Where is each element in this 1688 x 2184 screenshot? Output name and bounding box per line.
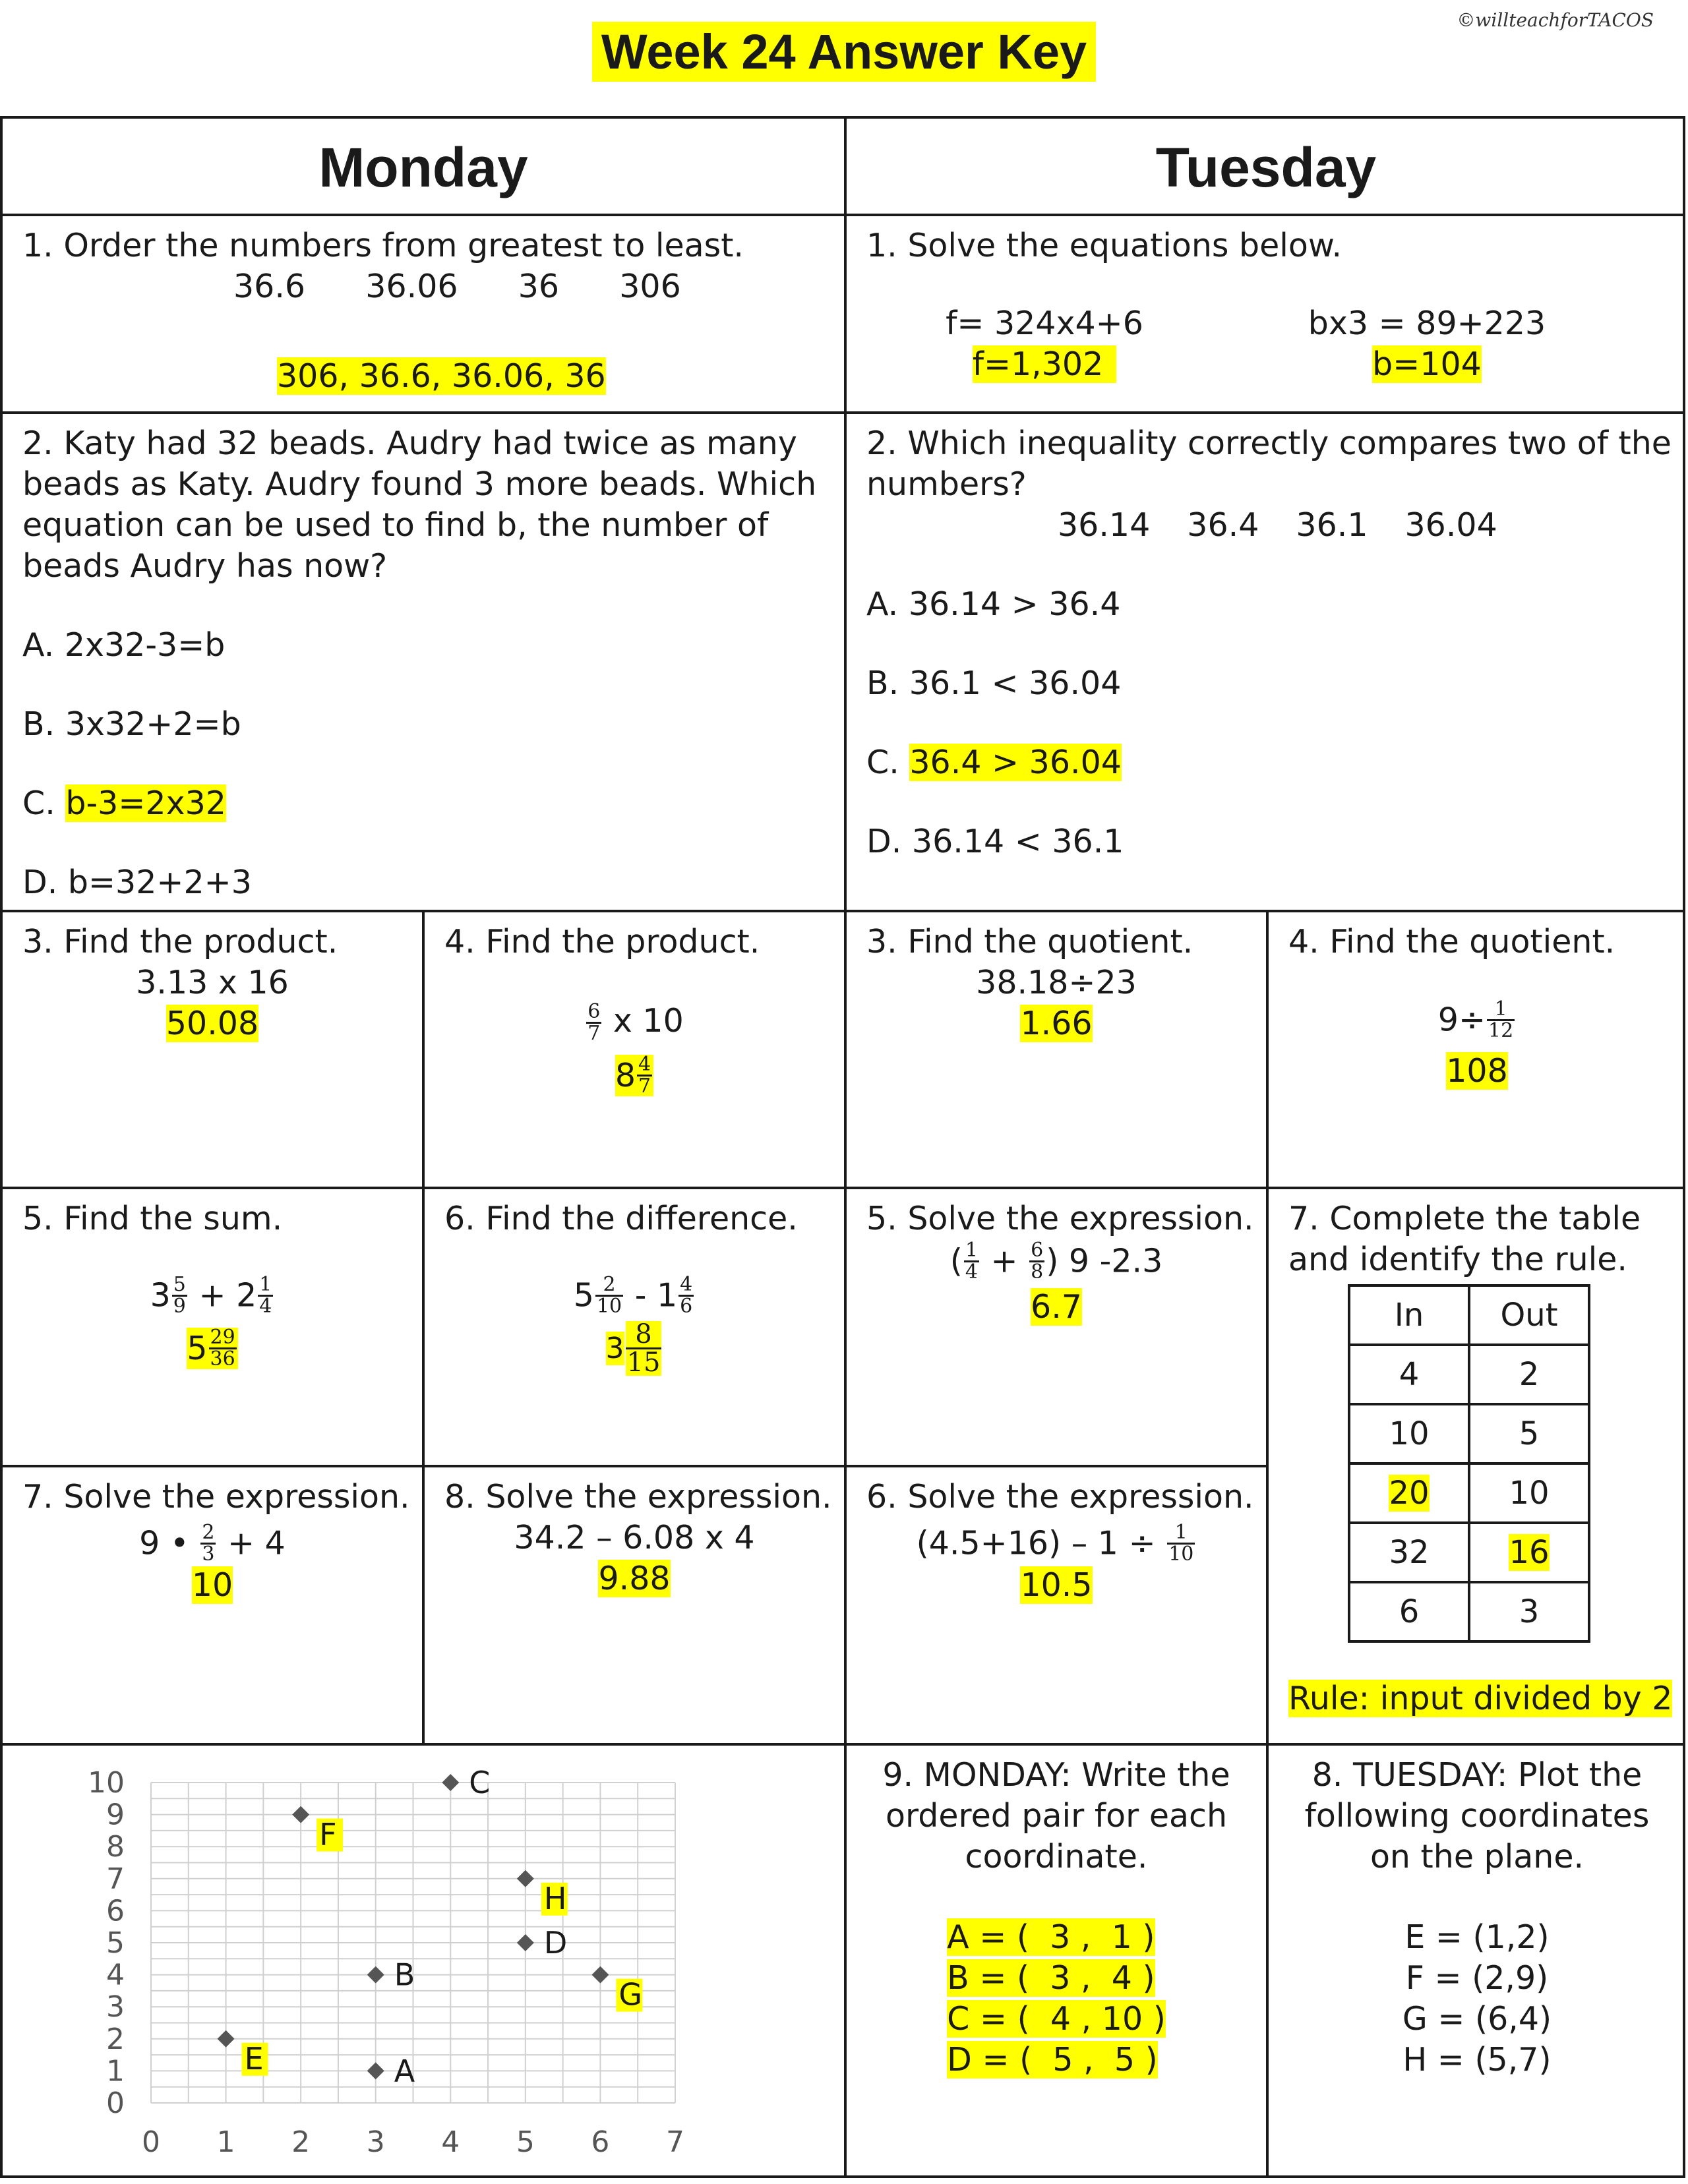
question-prompt: 5. Solve the expression.	[866, 1200, 1254, 1237]
answer: 5 $\frac{29}{36}$	[187, 1328, 237, 1369]
answer: 9.88	[598, 1560, 671, 1597]
fraction: $\frac{6}{7}$	[588, 1000, 601, 1045]
question-prompt: 3. Find the quotient.	[866, 923, 1193, 960]
monday-q2	[3, 414, 844, 910]
fraction: $\frac{6}{8}$	[1031, 1239, 1044, 1284]
number: 36.06	[365, 268, 458, 305]
table-header: Out	[1469, 1285, 1589, 1345]
y-tick-label: 2	[106, 2022, 125, 2056]
x-tick-label: 6	[591, 2125, 610, 2159]
y-tick-label: 0	[106, 2086, 125, 2120]
x-tick-label: 4	[441, 2125, 460, 2159]
expression-tail: x 10	[613, 1002, 684, 1040]
coordinate-list: E = (1,2) F = (2,9) G = (6,4) H = (5,7)	[1402, 1918, 1552, 2079]
y-tick-label: 5	[106, 1926, 125, 1960]
point-marker-c	[442, 1774, 459, 1791]
point-label-g: G	[618, 1976, 643, 2013]
point-marker-f	[292, 1806, 309, 1823]
question-prompt: 6. Find the difference.	[444, 1200, 798, 1237]
option-b: B. 36.1 < 36.04	[866, 664, 1122, 702]
expression: 9÷	[1437, 1001, 1486, 1039]
answer: 306, 36.6, 36.06, 36	[277, 357, 606, 395]
tuesday-q4	[1269, 912, 1685, 1187]
answer: 20	[1389, 1475, 1430, 1512]
y-tick-label: 6	[106, 1894, 125, 1928]
table-row: 10 5	[1349, 1404, 1589, 1463]
fraction: $\frac{1}{12}$	[1488, 997, 1514, 1042]
number: 306	[619, 268, 681, 305]
option-c: C. b-3=2x32	[22, 784, 226, 822]
rule-answer: Rule: input divided by 2	[1288, 1680, 1673, 1717]
table-header: In	[1349, 1285, 1469, 1345]
tuesday-q7	[1269, 1189, 1685, 1743]
monday-q8	[425, 1467, 844, 1743]
point-label-c: C	[469, 1765, 491, 1800]
y-tick-label: 9	[106, 1798, 125, 1832]
expression: (4.5+16) – 1 ÷	[916, 1524, 1156, 1562]
tuesday-q5: 5. Solve the expression. ( $\frac{1}{4}$ + $\frac{6}{8}$ ) 9 -2.3 6.7	[847, 1189, 1266, 1465]
monday-q7: 7. Solve the expression. 9 • $\frac{2}{3}$ + 4 10	[3, 1467, 422, 1743]
table-row: 4 2	[1349, 1345, 1589, 1404]
y-tick-label: 7	[106, 1862, 125, 1896]
tuesday-q6	[847, 1467, 1266, 1743]
answer: 16	[1509, 1534, 1550, 1571]
coordinate-plane	[3, 1746, 844, 2178]
table-row: 6 3	[1349, 1582, 1589, 1641]
number-list: 36.14 36.4 36.1 36.04	[1058, 506, 1497, 544]
fraction: $\frac{1}{4}$	[965, 1239, 978, 1284]
question-prompt: 5. Find the sum.	[22, 1200, 283, 1237]
answer: b=104	[1372, 345, 1482, 383]
answer: 1.66	[1020, 1005, 1093, 1042]
y-tick-label: 4	[106, 1958, 125, 1992]
option-d: D. 36.14 < 36.1	[866, 823, 1124, 860]
question-prompt: 4. Find the quotient.	[1288, 923, 1615, 960]
monday-header: Monday	[318, 136, 528, 198]
answer: B = ( 3 , 4 )	[947, 1959, 1155, 1997]
option-d: D. b=32+2+3	[22, 864, 252, 901]
option-a: A. 36.14 > 36.4	[866, 585, 1121, 623]
x-tick-label: 2	[291, 2125, 311, 2159]
option-b: B. 3x32+2=b	[22, 705, 241, 743]
fraction: $\frac{2}{3}$	[202, 1521, 215, 1566]
number: 36.6	[233, 268, 306, 305]
point-marker-h	[517, 1870, 534, 1887]
answer: 3 $\frac{8}{15}$	[605, 1319, 661, 1378]
table-row: 32 16	[1349, 1523, 1589, 1582]
fraction: $\frac{1}{10}$	[1168, 1521, 1194, 1566]
answer: 10	[191, 1566, 233, 1604]
question-prompt: 1. Order the numbers from greatest to least.	[22, 227, 744, 264]
question-prompt: 2. Katy had 32 beads. Audry had twice as many beads as Katy. Audry found 3 more beads. Which equation can be used to find b, the number of beads Audry has now?	[22, 425, 817, 585]
number-list	[22, 266, 844, 307]
question-prompt: 7. Complete the table and identify the rule.	[1288, 1200, 1641, 1278]
monday-q1	[3, 216, 844, 411]
y-tick-label: 10	[88, 1766, 125, 1800]
point-marker-b	[367, 1966, 384, 1984]
equation: f= 324x4+6	[946, 305, 1143, 342]
x-tick-label: 0	[142, 2125, 160, 2159]
question-prompt: 2. Which inequality correctly compares two of the numbers?	[866, 425, 1672, 503]
point-label-h: H	[543, 1880, 567, 1916]
page-title-wrap	[0, 24, 1688, 80]
x-tick-label: 7	[666, 2125, 684, 2159]
tuesday-q2	[847, 414, 1685, 910]
in-out-table	[1348, 1284, 1590, 1643]
answer: 6.7	[1031, 1288, 1082, 1326]
point-label-a: A	[394, 2053, 415, 2089]
fraction: $\frac{1}{4}$	[259, 1273, 272, 1318]
x-tick-label: 5	[516, 2125, 535, 2159]
question-prompt: 4. Find the product.	[444, 923, 760, 960]
question-prompt: 8. TUESDAY: Plot the following coordinates on the plane.	[1304, 1756, 1650, 1875]
point-marker-g	[591, 1966, 609, 1984]
question-prompt: 8. Solve the expression.	[444, 1478, 832, 1516]
answer: A = ( 3 , 1 )	[947, 1918, 1155, 1956]
x-tick-label: 3	[366, 2125, 385, 2159]
monday-q3	[3, 912, 422, 1187]
number: 36	[518, 268, 560, 305]
question-prompt: 9. MONDAY: Write the ordered pair for each coordinate.	[882, 1756, 1230, 1875]
answer: 8 $\frac{4}{7}$	[615, 1055, 653, 1096]
answer: 36.4 > 36.04	[909, 744, 1122, 781]
option-c: C. 36.4 > 36.04	[866, 744, 1122, 781]
question-prompt: 3. Find the product.	[22, 923, 338, 960]
answer: 10.5	[1020, 1566, 1093, 1604]
point-label-d: D	[543, 1925, 568, 1961]
equation: bx3 = 89+223	[1308, 305, 1546, 342]
fraction: $\frac{4}{6}$	[680, 1273, 693, 1318]
tuesday-q9	[847, 1746, 1266, 2178]
copyright-mark: ©willteachforTACOS	[1457, 9, 1654, 31]
monday-q4	[425, 912, 844, 1187]
option-a: A. 2x32-3=b	[22, 626, 226, 664]
answer: 50.08	[166, 1005, 259, 1042]
x-tick-label: 1	[216, 2125, 235, 2159]
point-marker-d	[517, 1934, 534, 1951]
monday-q5: 5. Find the sum. 3 $\frac{5}{9}$ + 2 $\frac{1}{4}$ 5 $\frac{29}{36}$	[3, 1189, 422, 1465]
y-tick-label: 8	[106, 1830, 125, 1864]
tuesday-q1	[847, 216, 1685, 411]
monday-q6: 6. Find the difference. 5 $\frac{2}{10}$ - 1 $\frac{4}{6}$ 3 $\frac{8}{15}$	[425, 1189, 844, 1465]
answer: C = ( 4 , 10 )	[947, 2000, 1166, 2038]
answer: D = ( 5 , 5 )	[947, 2041, 1158, 2079]
answer: f=1,302	[973, 345, 1117, 383]
ordered-pairs	[947, 1917, 1166, 2081]
point-marker-a	[367, 2062, 384, 2079]
answer: b-3=2x32	[65, 784, 226, 822]
y-tick-label: 3	[106, 1990, 125, 2024]
answer: 108	[1446, 1052, 1508, 1090]
tuesday-q8	[1269, 1746, 1685, 2178]
expression: 3.13 x 16	[136, 964, 289, 1001]
page-title: Week 24 Answer Key	[592, 22, 1096, 82]
coordinate-plane-cell	[3, 1746, 844, 2178]
question-prompt: 6. Solve the expression.	[866, 1478, 1254, 1516]
expression: 38.18÷23	[976, 964, 1137, 1001]
fraction: $\frac{5}{9}$	[173, 1273, 186, 1318]
point-label-e: E	[244, 2040, 264, 2077]
tuesday-q3	[847, 912, 1266, 1187]
expression: 34.2 – 6.08 x 4	[514, 1519, 755, 1556]
table-header-row	[1349, 1285, 1589, 1345]
y-tick-label: 1	[106, 2054, 125, 2088]
question-prompt: 7. Solve the expression.	[22, 1478, 410, 1516]
question-prompt: 1. Solve the equations below.	[866, 227, 1342, 264]
tuesday-header: Tuesday	[1155, 136, 1377, 198]
table-row: 20 10	[1349, 1463, 1589, 1523]
point-label-f: F	[319, 1816, 337, 1852]
answer-key-grid	[0, 116, 1685, 2178]
fraction: $\frac{2}{10}$	[596, 1273, 622, 1318]
point-marker-e	[218, 2030, 235, 2048]
point-label-b: B	[394, 1957, 415, 1993]
